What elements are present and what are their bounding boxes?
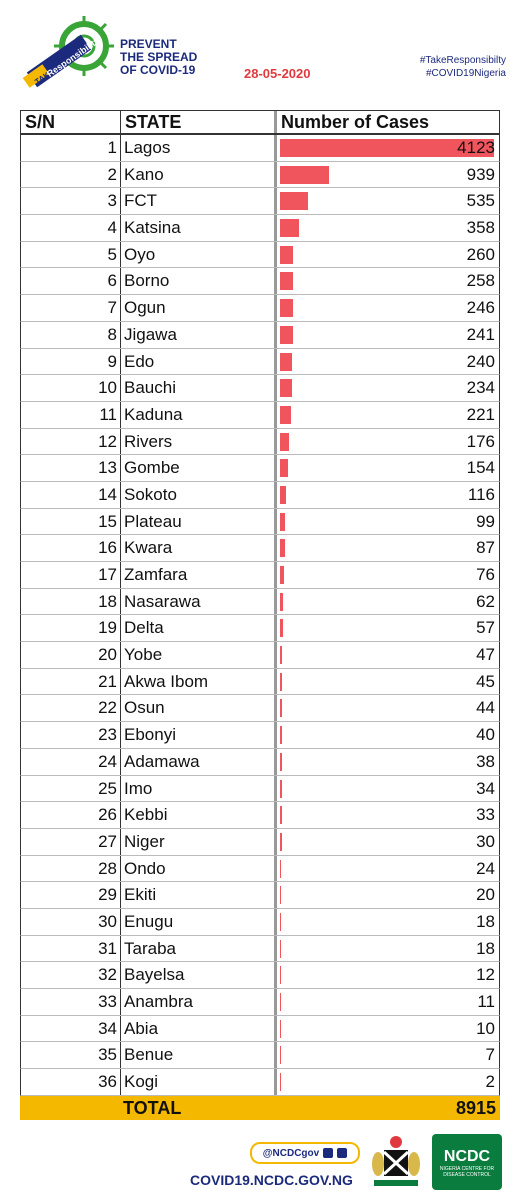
- slogan-line: OF COVID-19: [120, 63, 196, 77]
- row-state: Ogun: [121, 295, 277, 321]
- row-cases-cell: [277, 936, 499, 962]
- cases-bar: [280, 459, 288, 477]
- row-cases: 234: [466, 378, 495, 398]
- table-row: [20, 535, 500, 562]
- row-sn: 20: [21, 642, 121, 668]
- row-sn: 7: [21, 295, 121, 321]
- row-sn: 27: [21, 829, 121, 855]
- cases-bar: [280, 780, 282, 798]
- row-cases: 76: [476, 565, 495, 584]
- cases-bar: [280, 726, 282, 744]
- row-cases: 24: [476, 858, 495, 878]
- table-row: [20, 268, 500, 295]
- row-state: Abia: [121, 1016, 277, 1042]
- row-cases-cell: [277, 856, 499, 882]
- row-cases: 34: [476, 778, 495, 798]
- row-cases: 12: [476, 965, 495, 985]
- row-sn: 16: [21, 535, 121, 561]
- row-cases: 47: [476, 645, 495, 665]
- row-cases-cell: [277, 482, 499, 508]
- row-cases: 260: [466, 244, 495, 264]
- hashtags: [420, 54, 506, 80]
- cases-bar: [280, 699, 282, 717]
- row-sn: 6: [21, 268, 121, 294]
- row-sn: 1: [21, 135, 121, 161]
- row-cases-cell: [277, 882, 499, 908]
- row-cases-cell: [277, 188, 499, 214]
- table-body: [20, 135, 500, 1096]
- row-sn: 32: [21, 962, 121, 988]
- cases-bar: [280, 913, 281, 931]
- row-cases: 38: [476, 751, 495, 771]
- row-sn: 34: [21, 1016, 121, 1042]
- row-sn: 29: [21, 882, 121, 908]
- row-sn: 17: [21, 562, 121, 588]
- twitter-icon[interactable]: [337, 1148, 347, 1158]
- row-cases: 62: [476, 591, 495, 611]
- table-row: [20, 722, 500, 749]
- row-cases: 221: [466, 404, 495, 424]
- table-row: [20, 802, 500, 829]
- table-row: [20, 429, 500, 456]
- slogan-line: PREVENT: [120, 37, 177, 51]
- row-state: Bayelsa: [121, 962, 277, 988]
- row-cases: 87: [476, 538, 495, 558]
- cases-bar: [280, 539, 285, 557]
- table-row: [20, 856, 500, 883]
- row-cases: 18: [476, 911, 495, 931]
- table-row: [20, 295, 500, 322]
- table-row: [20, 936, 500, 963]
- table-row: [20, 829, 500, 856]
- row-sn: 18: [21, 589, 121, 615]
- row-cases-cell: [277, 242, 499, 268]
- table-row: [20, 375, 500, 402]
- row-sn: 12: [21, 429, 121, 455]
- cases-bar: [280, 1020, 281, 1038]
- table-row: [20, 882, 500, 909]
- row-cases: 33: [476, 805, 495, 825]
- row-cases: 18: [476, 938, 495, 958]
- row-state: Ondo: [121, 856, 277, 882]
- row-sn: 21: [21, 669, 121, 695]
- header-state: STATE: [121, 111, 277, 133]
- row-cases-cell: [277, 829, 499, 855]
- row-cases: 11: [477, 992, 495, 1011]
- row-cases: 241: [466, 324, 495, 344]
- badge-responsibility: Responsibility: [45, 35, 102, 79]
- row-state: Oyo: [121, 242, 277, 268]
- cases-bar: [280, 966, 281, 984]
- row-state: Nasarawa: [121, 589, 277, 615]
- cases-bar: [280, 379, 292, 397]
- row-cases-cell: [277, 776, 499, 802]
- table-row: [20, 669, 500, 696]
- row-cases: 939: [466, 164, 495, 184]
- row-state: Delta: [121, 615, 277, 641]
- row-state: Kaduna: [121, 402, 277, 428]
- social-handle[interactable]: [250, 1142, 360, 1164]
- cases-bar: [280, 272, 293, 290]
- cases-bar: [280, 619, 283, 637]
- row-sn: 36: [21, 1069, 121, 1095]
- row-state: Kogi: [121, 1069, 277, 1095]
- row-cases: 7: [485, 1045, 495, 1065]
- cases-bar: [280, 192, 308, 210]
- row-sn: 15: [21, 509, 121, 535]
- row-cases-cell: [277, 562, 499, 588]
- row-sn: 22: [21, 695, 121, 721]
- row-cases: 535: [466, 191, 495, 211]
- row-cases-cell: [277, 1042, 499, 1068]
- row-sn: 4: [21, 215, 121, 241]
- table-row: [20, 1016, 500, 1043]
- row-state: Osun: [121, 695, 277, 721]
- handle-text: @NCDCgov: [262, 1147, 320, 1159]
- row-sn: 19: [21, 615, 121, 641]
- cases-bar: [280, 860, 281, 878]
- hashtag: #COVID19Nigeria: [425, 68, 506, 79]
- row-sn: 26: [21, 802, 121, 828]
- report-date: 28-05-2020: [244, 66, 311, 81]
- row-state: Gombe: [121, 455, 277, 481]
- cases-bar: [280, 486, 286, 504]
- row-state: Taraba: [121, 936, 277, 962]
- row-cases-cell: [277, 642, 499, 668]
- coat-of-arms-icon: [366, 1132, 426, 1192]
- cases-bar: [280, 646, 282, 664]
- table-row: [20, 455, 500, 482]
- row-cases: 258: [466, 271, 495, 291]
- row-state: Ekiti: [121, 882, 277, 908]
- row-cases-cell: [277, 669, 499, 695]
- header-cases: Number of Cases: [281, 112, 430, 132]
- row-state: Imo: [121, 776, 277, 802]
- table-row: [20, 215, 500, 242]
- row-cases-cell: [277, 268, 499, 294]
- hashtag: #TakeResponsibilty: [419, 55, 506, 66]
- row-cases: 240: [466, 351, 495, 371]
- row-sn: 2: [21, 162, 121, 188]
- table-row: [20, 989, 500, 1016]
- row-state: Zamfara: [121, 562, 277, 588]
- row-state: Anambra: [121, 989, 277, 1015]
- row-state: Kwara: [121, 535, 277, 561]
- row-state: Bauchi: [121, 375, 277, 401]
- table-row: [20, 1069, 500, 1096]
- row-cases: 30: [476, 831, 495, 851]
- row-state: Jigawa: [121, 322, 277, 348]
- row-cases-cell: [277, 802, 499, 828]
- slogan-line: THE SPREAD: [120, 50, 198, 64]
- ncdc-logo-icon: [432, 1134, 502, 1190]
- row-state: Edo: [121, 349, 277, 375]
- row-cases: 154: [466, 458, 495, 478]
- virus-icon: [22, 12, 114, 90]
- website-link[interactable]: COVID19.NCDC.GOV.NG: [190, 1172, 353, 1188]
- table-row: [20, 509, 500, 536]
- row-cases: 358: [466, 218, 495, 238]
- row-state: Kano: [121, 162, 277, 188]
- total-label: TOTAL: [123, 1097, 182, 1118]
- row-cases: 176: [466, 431, 495, 451]
- cases-bar: [280, 513, 285, 531]
- table-row: [20, 322, 500, 349]
- row-sn: 11: [21, 402, 121, 428]
- facebook-icon[interactable]: [323, 1148, 333, 1158]
- cases-bar: [280, 993, 281, 1011]
- row-state: Sokoto: [121, 482, 277, 508]
- table-row: [20, 615, 500, 642]
- row-cases-cell: [277, 349, 499, 375]
- row-cases-cell: [277, 722, 499, 748]
- cases-bar: [280, 326, 293, 344]
- row-cases-cell: [277, 322, 499, 348]
- row-cases-cell: [277, 135, 499, 161]
- row-sn: 35: [21, 1042, 121, 1068]
- cases-bar: [280, 593, 283, 611]
- row-cases-cell: [277, 749, 499, 775]
- row-cases: 2: [485, 1072, 495, 1092]
- cases-bar: [280, 219, 299, 237]
- cases-bar: [280, 406, 291, 424]
- row-cases: 116: [467, 484, 495, 504]
- footer: [0, 1126, 520, 1200]
- cases-bar: [280, 1046, 281, 1064]
- total-value: 8915: [455, 1097, 496, 1118]
- row-sn: 23: [21, 722, 121, 748]
- row-state: FCT: [121, 188, 277, 214]
- row-sn: 8: [21, 322, 121, 348]
- table-row: [20, 776, 500, 803]
- badge-take: TAKE: [33, 66, 56, 87]
- row-cases: 10: [476, 1018, 495, 1038]
- table-row: [20, 909, 500, 936]
- row-cases-cell: [277, 989, 499, 1015]
- table-row: [20, 562, 500, 589]
- row-cases-cell: [277, 455, 499, 481]
- row-state: Enugu: [121, 909, 277, 935]
- row-state: Ebonyi: [121, 722, 277, 748]
- slogan: [120, 38, 197, 77]
- row-sn: 10: [21, 375, 121, 401]
- table-row: [20, 589, 500, 616]
- row-cases: 45: [476, 671, 495, 691]
- cases-bar: [280, 246, 293, 264]
- row-state: Borno: [121, 268, 277, 294]
- row-sn: 9: [21, 349, 121, 375]
- row-cases-cell: [277, 295, 499, 321]
- row-sn: 28: [21, 856, 121, 882]
- row-sn: 5: [21, 242, 121, 268]
- row-cases-cell: [277, 215, 499, 241]
- row-cases-cell: [277, 695, 499, 721]
- table-row: [20, 349, 500, 376]
- row-cases: 57: [476, 618, 495, 638]
- row-cases-cell: [277, 1016, 499, 1042]
- table-row: [20, 695, 500, 722]
- row-sn: 13: [21, 455, 121, 481]
- table-row: [20, 162, 500, 189]
- table-row: [20, 242, 500, 269]
- row-cases: 40: [476, 725, 495, 745]
- row-cases: 99: [476, 511, 495, 531]
- cases-bar: [280, 299, 293, 317]
- cases-table: [20, 110, 500, 1120]
- row-sn: 14: [21, 482, 121, 508]
- total-row: [20, 1096, 500, 1120]
- row-state: Yobe: [121, 642, 277, 668]
- cases-bar: [280, 1073, 281, 1091]
- row-state: Niger: [121, 829, 277, 855]
- row-state: Plateau: [121, 509, 277, 535]
- table-header: [20, 110, 500, 135]
- cases-bar: [280, 886, 281, 904]
- row-state: Akwa Ibom: [121, 669, 277, 695]
- ncdc-logo-subtext: NIGERIA CENTRE FOR DISEASE CONTROL: [439, 1166, 495, 1178]
- table-row: [20, 962, 500, 989]
- cases-bar: [280, 566, 284, 584]
- table-row: [20, 402, 500, 429]
- table-row: [20, 749, 500, 776]
- cases-bar: [280, 353, 292, 371]
- table-row: [20, 135, 500, 162]
- row-cases-cell: [277, 509, 499, 535]
- cases-bar: [280, 806, 282, 824]
- row-cases-cell: [277, 962, 499, 988]
- row-cases: 44: [476, 698, 495, 718]
- total-cell: [276, 1096, 500, 1120]
- row-state: Kebbi: [121, 802, 277, 828]
- table-row: [20, 642, 500, 669]
- table-row: [20, 1042, 500, 1069]
- row-cases-cell: [277, 429, 499, 455]
- row-cases: 246: [466, 298, 495, 318]
- row-state: Rivers: [121, 429, 277, 455]
- row-cases-cell: [277, 909, 499, 935]
- cases-bar: [280, 833, 282, 851]
- row-cases-cell: [277, 375, 499, 401]
- row-cases: 4123: [457, 138, 495, 157]
- row-sn: 25: [21, 776, 121, 802]
- cases-bar: [280, 673, 282, 691]
- row-sn: 30: [21, 909, 121, 935]
- row-sn: 3: [21, 188, 121, 214]
- row-cases-cell: [277, 535, 499, 561]
- row-cases-cell: [277, 615, 499, 641]
- header-sn: S/N: [21, 111, 121, 133]
- table-row: [20, 482, 500, 509]
- cases-bar: [280, 433, 289, 451]
- row-cases-cell: [277, 162, 499, 188]
- row-state: Benue: [121, 1042, 277, 1068]
- row-cases: 20: [476, 885, 495, 905]
- row-state: Katsina: [121, 215, 277, 241]
- row-cases-cell: [277, 402, 499, 428]
- cases-bar: [280, 166, 329, 184]
- row-cases-cell: [277, 589, 499, 615]
- row-sn: 31: [21, 936, 121, 962]
- cases-bar: [280, 940, 281, 958]
- ncdc-logo-text: NCDC: [443, 1148, 491, 1165]
- row-sn: 33: [21, 989, 121, 1015]
- cases-bar: [280, 753, 282, 771]
- row-sn: 24: [21, 749, 121, 775]
- row-state: Lagos: [121, 135, 277, 161]
- header: [0, 0, 520, 104]
- row-cases-cell: [277, 1069, 499, 1095]
- table-row: [20, 188, 500, 215]
- row-state: Adamawa: [121, 749, 277, 775]
